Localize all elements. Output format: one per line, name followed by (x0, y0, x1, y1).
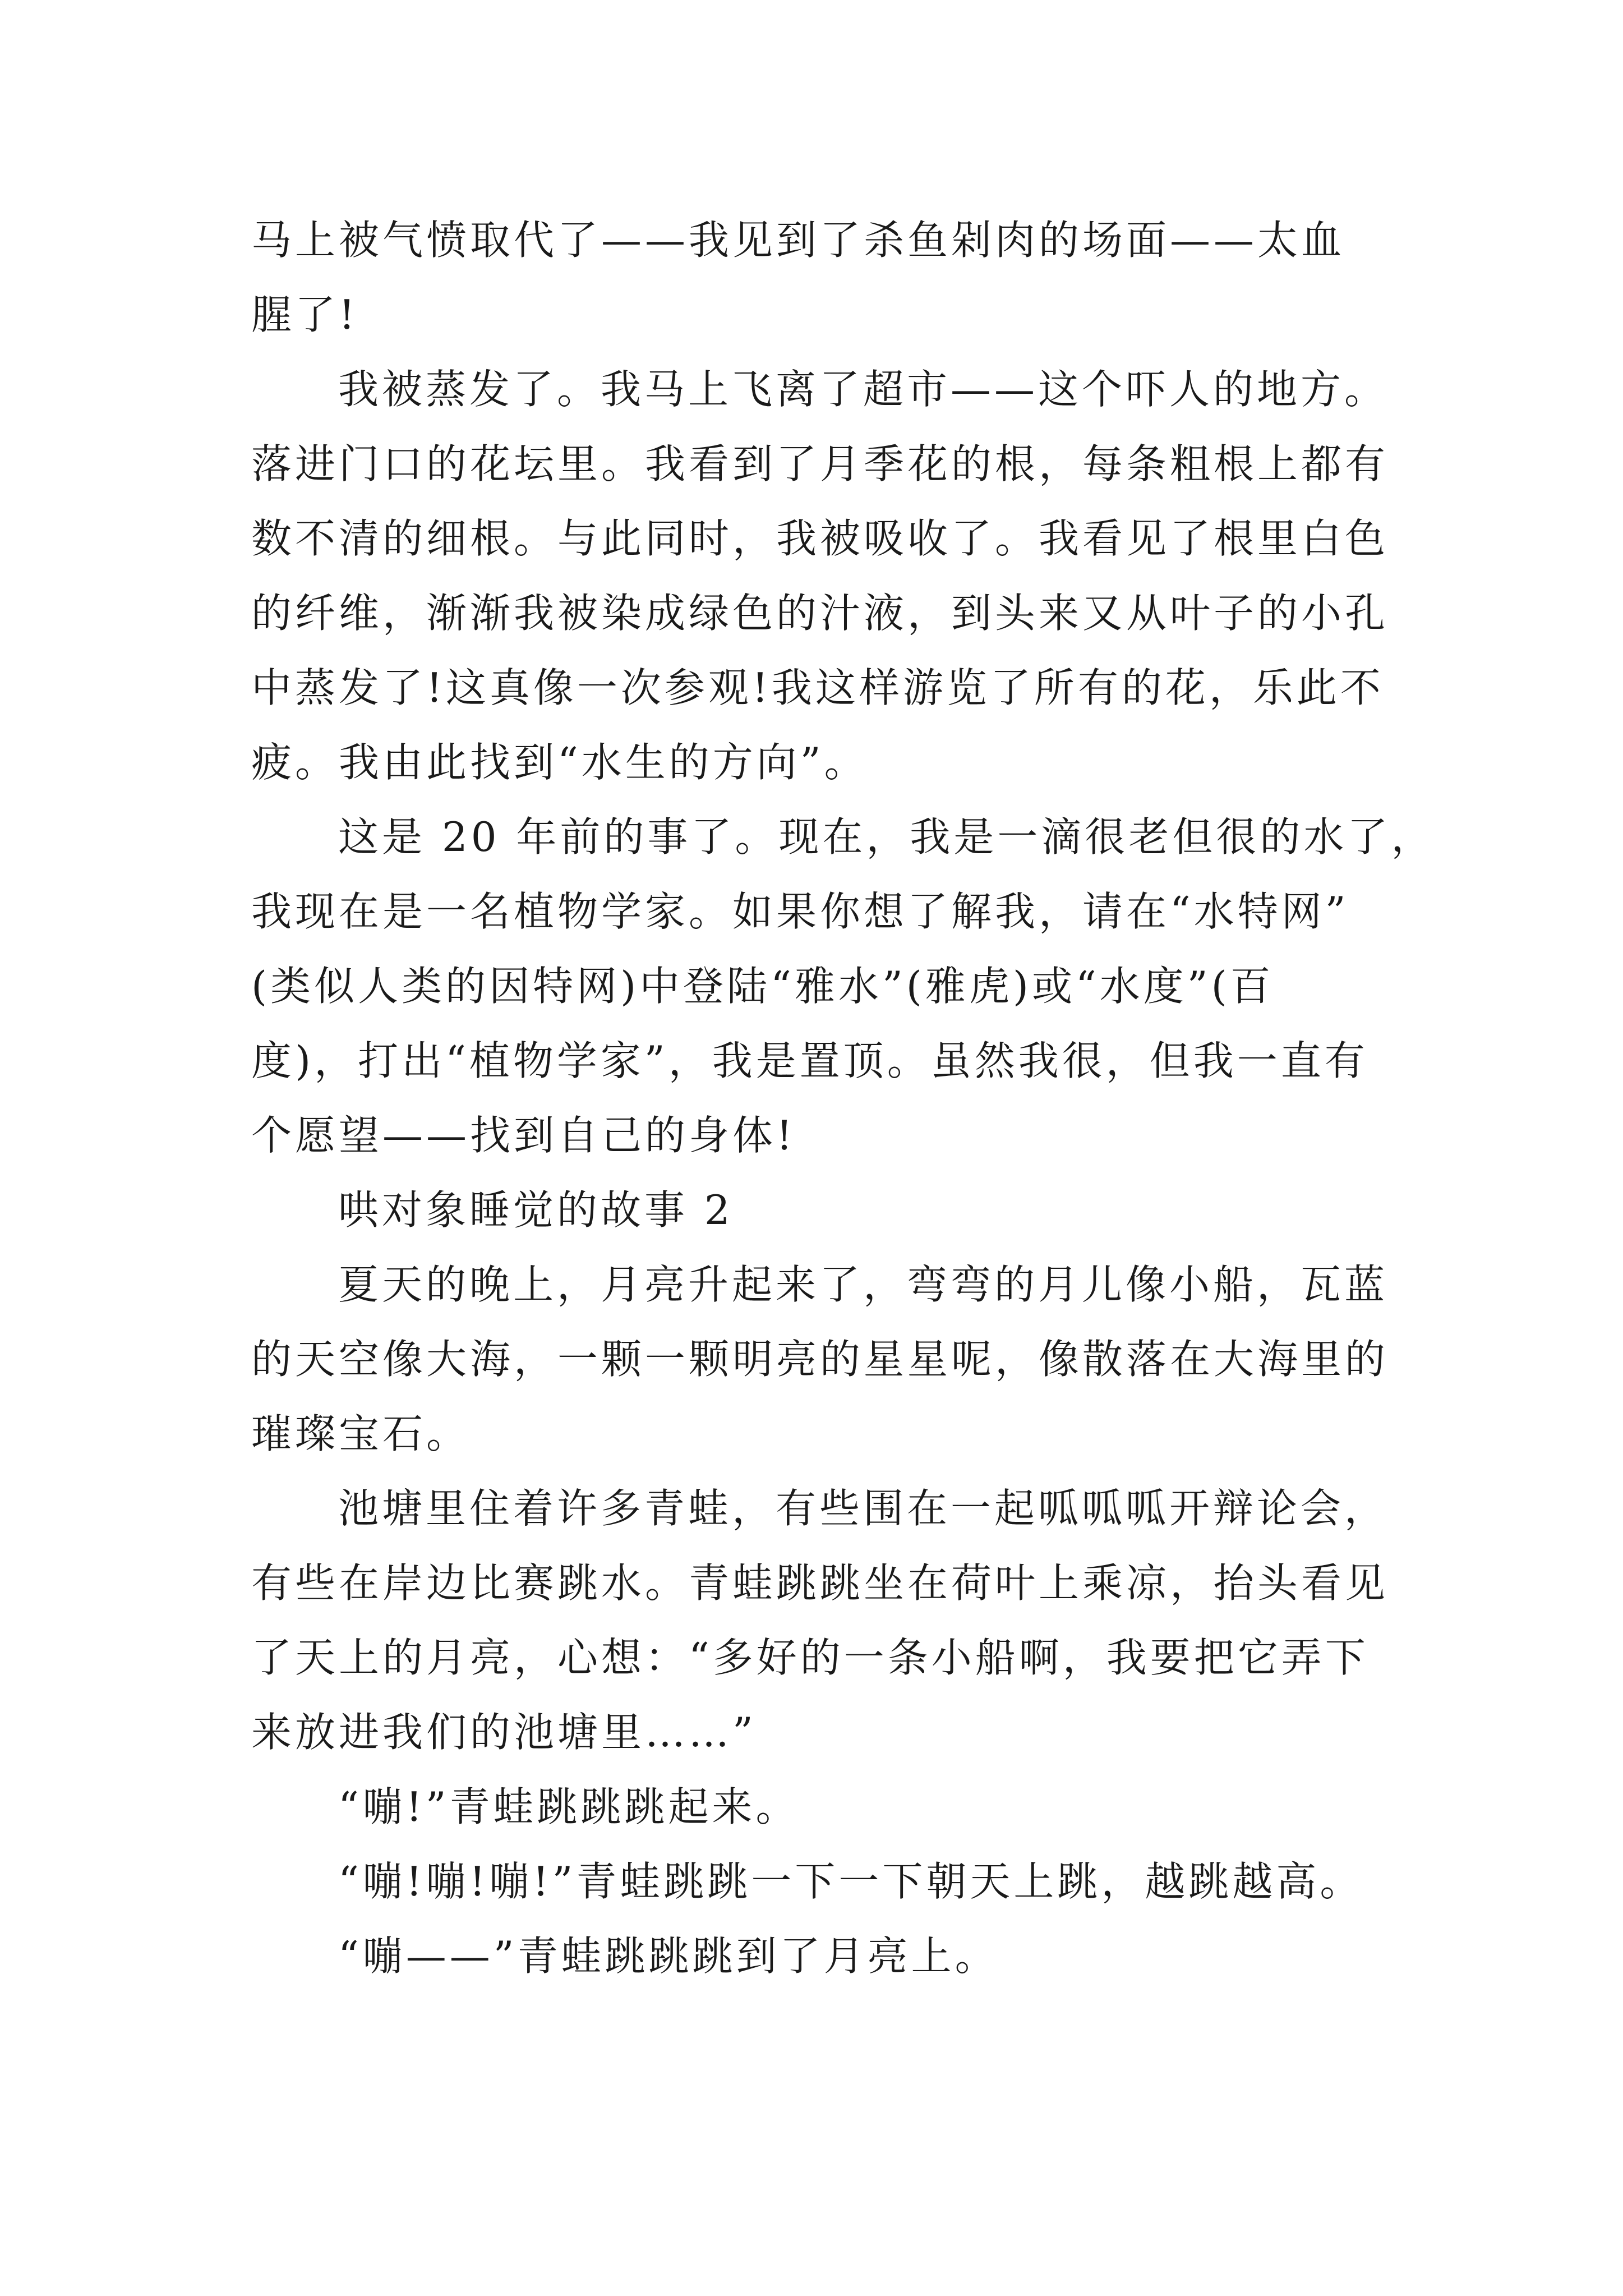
text-line: (类似人类的因特网)中登陆“雅水”(雅虎)或“水度”(百 (251, 963, 1274, 1010)
text-line: 落进门口的花坛里。我看到了月季花的根，每条粗根上都有 (251, 440, 1389, 487)
text-line: 马上被气愤取代了——我见到了杀鱼剁肉的场面——太血 (251, 217, 1345, 264)
text-line: 哄对象睡觉的故事 2 (338, 1186, 734, 1234)
text-line: 的天空像大海，一颗一颗明亮的星星呢，像散落在大海里的 (251, 1336, 1389, 1383)
text-line: 数不清的细根。与此同时，我被吸收了。我看见了根里白色 (251, 515, 1389, 562)
text-line: 来放进我们的池塘里……” (251, 1709, 757, 1756)
text-line: 我现在是一名植物学家。如果你想了解我，请在“水特网” (251, 888, 1349, 935)
text-line: 有些在岸边比赛跳水。青蛙跳跳坐在荷叶上乘凉，抬头看见 (251, 1559, 1389, 1607)
text-line: 这是 20 年前的事了。现在，我是一滴很老但很的水了， (338, 813, 1435, 861)
text-line: 夏天的晚上，月亮升起来了，弯弯的月儿像小船，瓦蓝 (338, 1261, 1389, 1308)
text-line: 腥了! (251, 291, 358, 338)
text-line: 了天上的月亮，心想：“多好的一条小船啊，我要把它弄下 (251, 1634, 1369, 1681)
text-line: 璀璨宝石。 (251, 1410, 471, 1457)
text-line: 疲。我由此找到“水生的方向”。 (251, 739, 868, 786)
text-line: “嘣——”青蛙跳跳跳到了月亮上。 (338, 1932, 999, 1980)
text-line: 中蒸发了!这真像一次参观!我这样游览了所有的花，乐此不 (251, 664, 1384, 711)
text-line: “嘣!”青蛙跳跳跳起来。 (338, 1783, 800, 1830)
body-text (251, 203, 1435, 1994)
text-line: 度)，打出“植物学家”，我是置顶。虽然我很，但我一直有 (251, 1037, 1368, 1084)
text-line: “嘣!嘣!嘣!”青蛙跳跳一下一下朝天上跳，越跳越高。 (338, 1858, 1364, 1905)
text-line: 我被蒸发了。我马上飞离了超市——这个吓人的地方。 (338, 366, 1389, 413)
text-line: 池塘里住着许多青蛙，有些围在一起呱呱呱开辩论会， (338, 1485, 1389, 1532)
text-line: 个愿望——找到自己的身体! (251, 1112, 796, 1159)
text-line: 的纤维，渐渐我被染成绿色的汁液，到头来又从叶子的小孔 (251, 590, 1389, 637)
